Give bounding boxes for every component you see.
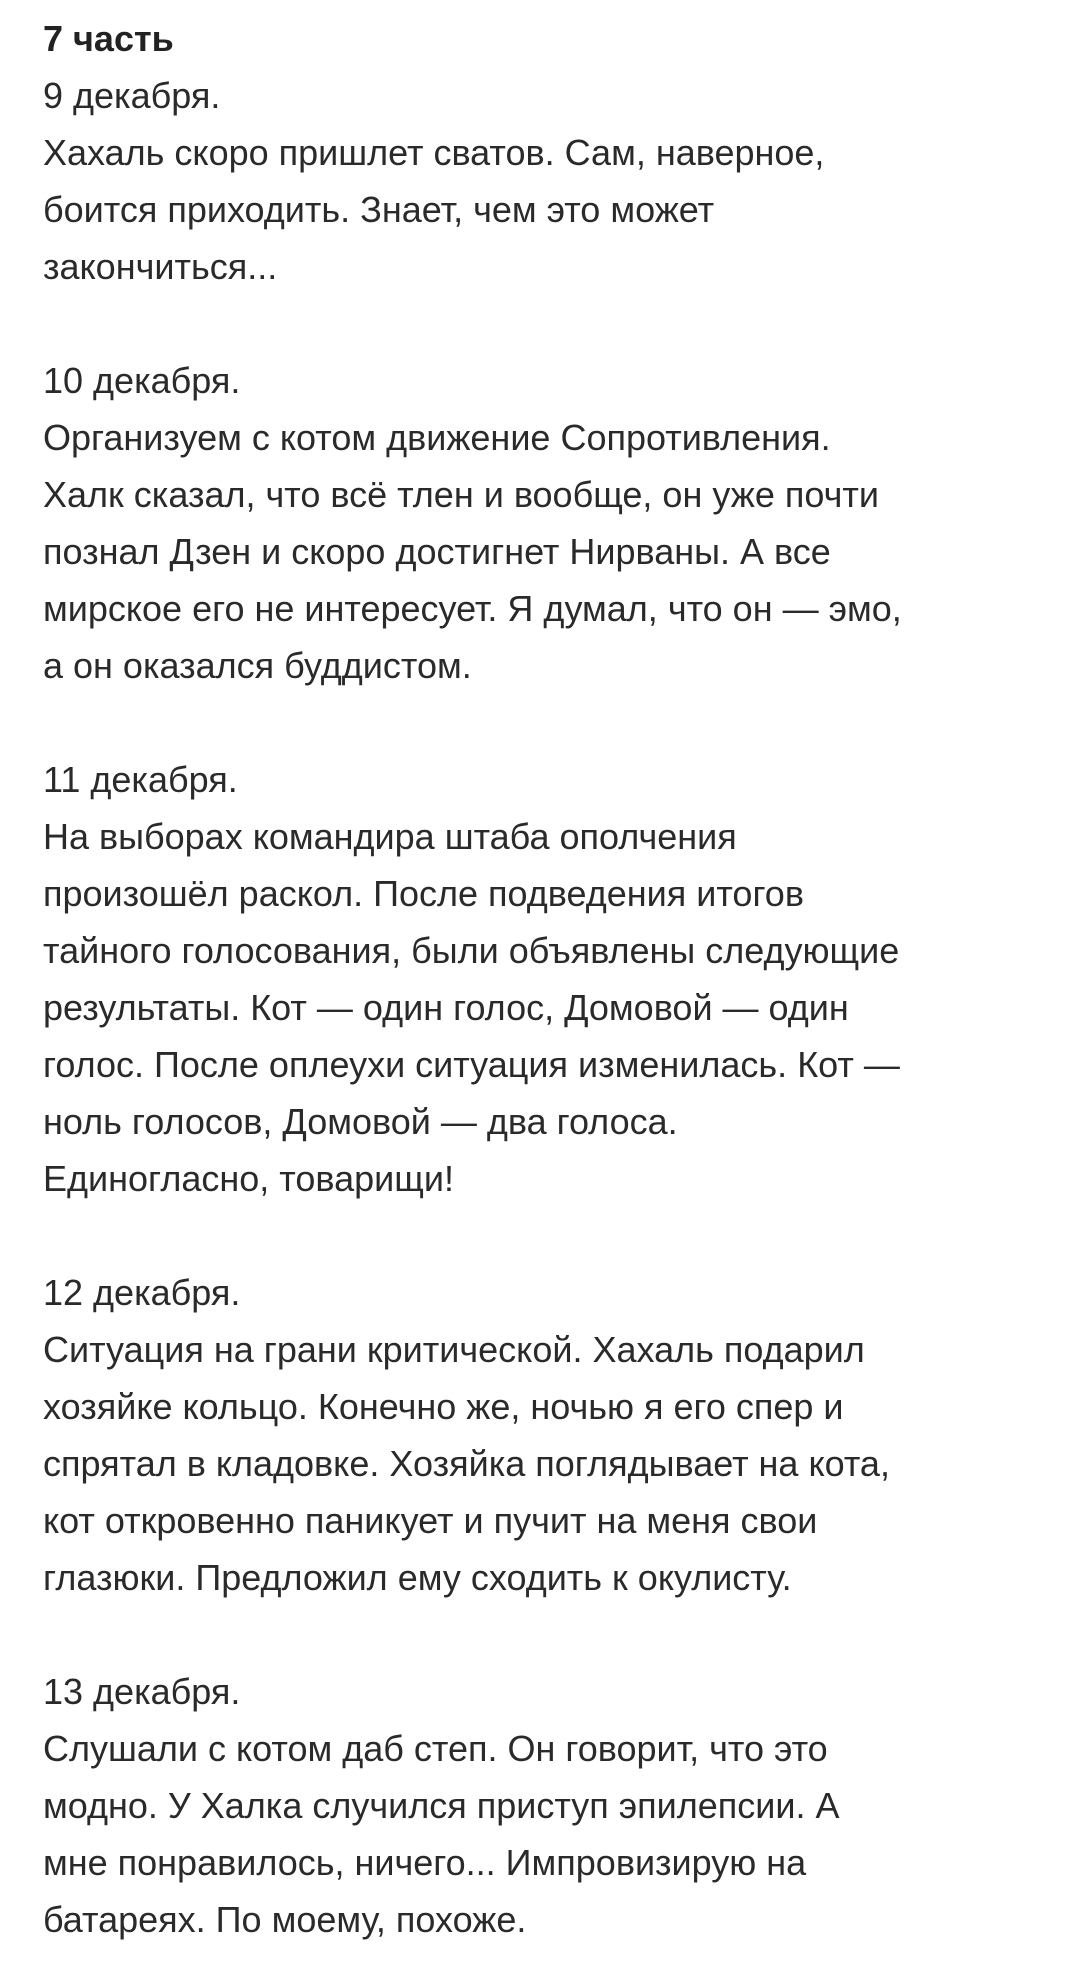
entry-text-line: произошёл раскол. После подведения итогов (43, 873, 804, 914)
entry-text-line: Слушали с котом даб степ. Он говорит, что это (43, 1728, 828, 1769)
entry-text-line: глазюки. Предложил ему сходить к окулисту. (43, 1557, 792, 1598)
entry-text-line: кот откровенно паникует и пучит на меня свои (43, 1500, 818, 1541)
entry-text-line: спрятал в кладовке. Хозяйка поглядывает на кота, (43, 1443, 890, 1484)
entry-text-line: тайного голосования, были объявлены следующие (43, 930, 900, 971)
entry-text-line: батареях. По моему, похоже. (43, 1899, 527, 1940)
entry-date: 10 декабря. (43, 360, 241, 401)
entry-text-line: хозяйке кольцо. Конечно же, ночью я его спер и (43, 1386, 844, 1427)
entry-text-line: ноль голосов, Домовой — два голоса. (43, 1101, 678, 1142)
entry-date: 12 декабря. (43, 1272, 241, 1313)
entry-text-line: Халк сказал, что всё тлен и вообще, он уже почти (43, 474, 879, 515)
entry-text-line: познал Дзен и скоро достигнет Нирваны. А все (43, 531, 831, 572)
diary-entry (43, 751, 1080, 1207)
diary-entry (43, 352, 1080, 694)
diary-entry (43, 1663, 1080, 1948)
entry-text-line: закончиться... (43, 246, 278, 287)
entry-text-line: результаты. Кот — один голос, Домовой — один (43, 987, 849, 1028)
diary-entries (43, 67, 1080, 1948)
diary-entry (43, 1264, 1080, 1606)
entry-text-line: боится приходить. Знает, чем это может (43, 189, 715, 230)
entry-text-line: Хахаль скоро пришлет сватов. Сам, наверное, (43, 132, 825, 173)
diary-entry (43, 67, 1080, 295)
entry-text-line: модно. У Халка случился приступ эпилепсии. А (43, 1785, 840, 1826)
entry-text-line: Ситуация на грани критической. Хахаль подарил (43, 1329, 865, 1370)
entry-date: 13 декабря. (43, 1671, 241, 1712)
entry-date: 9 декабря. (43, 75, 221, 116)
article-title: 7 часть (43, 18, 174, 59)
entry-text-line: а он оказался буддистом. (43, 645, 472, 686)
entry-text-line: мне понравилось, ничего... Импровизирую на (43, 1842, 807, 1883)
entry-text-line: Организуем с котом движение Сопротивления. (43, 417, 831, 458)
entry-text-line: На выборах командира штаба ополчения (43, 816, 737, 857)
entry-date: 11 декабря. (43, 759, 238, 800)
entry-text-line: голос. После оплеухи ситуация изменилась. Кот — (43, 1044, 900, 1085)
entry-text-line: Единогласно, товарищи! (43, 1158, 455, 1199)
entry-text-line: мирское его не интересует. Я думал, что он — эмо, (43, 588, 902, 629)
